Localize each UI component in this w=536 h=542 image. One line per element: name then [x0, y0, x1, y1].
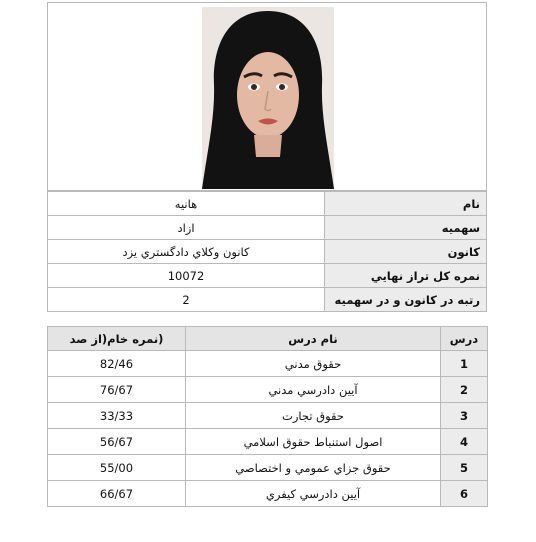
grades-header-row [48, 327, 488, 351]
candidate-info-table [47, 191, 487, 312]
number-cell: 3 [441, 403, 488, 429]
info-row-quota [48, 216, 487, 240]
header-score: (نمره خام(از صد [48, 327, 186, 351]
subject-cell: حقوق تجارت [186, 403, 441, 429]
info-row-name [48, 192, 487, 216]
grades-table [47, 326, 488, 507]
info-label: سهميه [325, 216, 487, 240]
number-cell: 2 [441, 377, 488, 403]
info-label: كانون [325, 240, 487, 264]
table-row [48, 351, 488, 377]
candidate-photo [202, 7, 334, 189]
table-row [48, 429, 488, 455]
table-row [48, 403, 488, 429]
info-value: هانيه [48, 192, 325, 216]
number-cell: 5 [441, 455, 488, 481]
subject-cell: آيين دادرسي كيفري [186, 481, 441, 507]
info-value: 2 [48, 288, 325, 312]
info-value: ازاد [48, 216, 325, 240]
subject-cell: حقوق مدني [186, 351, 441, 377]
subject-cell: آيين دادرسي مدني [186, 377, 441, 403]
header-course-number: درس [441, 327, 488, 351]
table-row [48, 481, 488, 507]
table-row [48, 377, 488, 403]
info-value: كانون وكلاي دادگستري يزد [48, 240, 325, 264]
table-row [48, 455, 488, 481]
info-label: نام [325, 192, 487, 216]
score-cell: 66/67 [48, 481, 186, 507]
info-label: نمره كل تراز نهايي [325, 264, 487, 288]
photo-frame [47, 2, 487, 191]
info-label: رتبه در كانون و در سهميه [325, 288, 487, 312]
info-row-bar [48, 240, 487, 264]
info-row-total-score [48, 264, 487, 288]
score-cell: 82/46 [48, 351, 186, 377]
subject-cell: اصول استنباط حقوق اسلامي [186, 429, 441, 455]
info-value: 10072 [48, 264, 325, 288]
number-cell: 1 [441, 351, 488, 377]
score-cell: 33/33 [48, 403, 186, 429]
score-cell: 55/00 [48, 455, 186, 481]
header-course-name: نام درس [186, 327, 441, 351]
number-cell: 6 [441, 481, 488, 507]
info-row-rank [48, 288, 487, 312]
score-cell: 76/67 [48, 377, 186, 403]
subject-cell: حقوق جزاي عمومي و اختصاصي [186, 455, 441, 481]
portrait-illustration [202, 7, 334, 189]
number-cell: 4 [441, 429, 488, 455]
score-cell: 56/67 [48, 429, 186, 455]
